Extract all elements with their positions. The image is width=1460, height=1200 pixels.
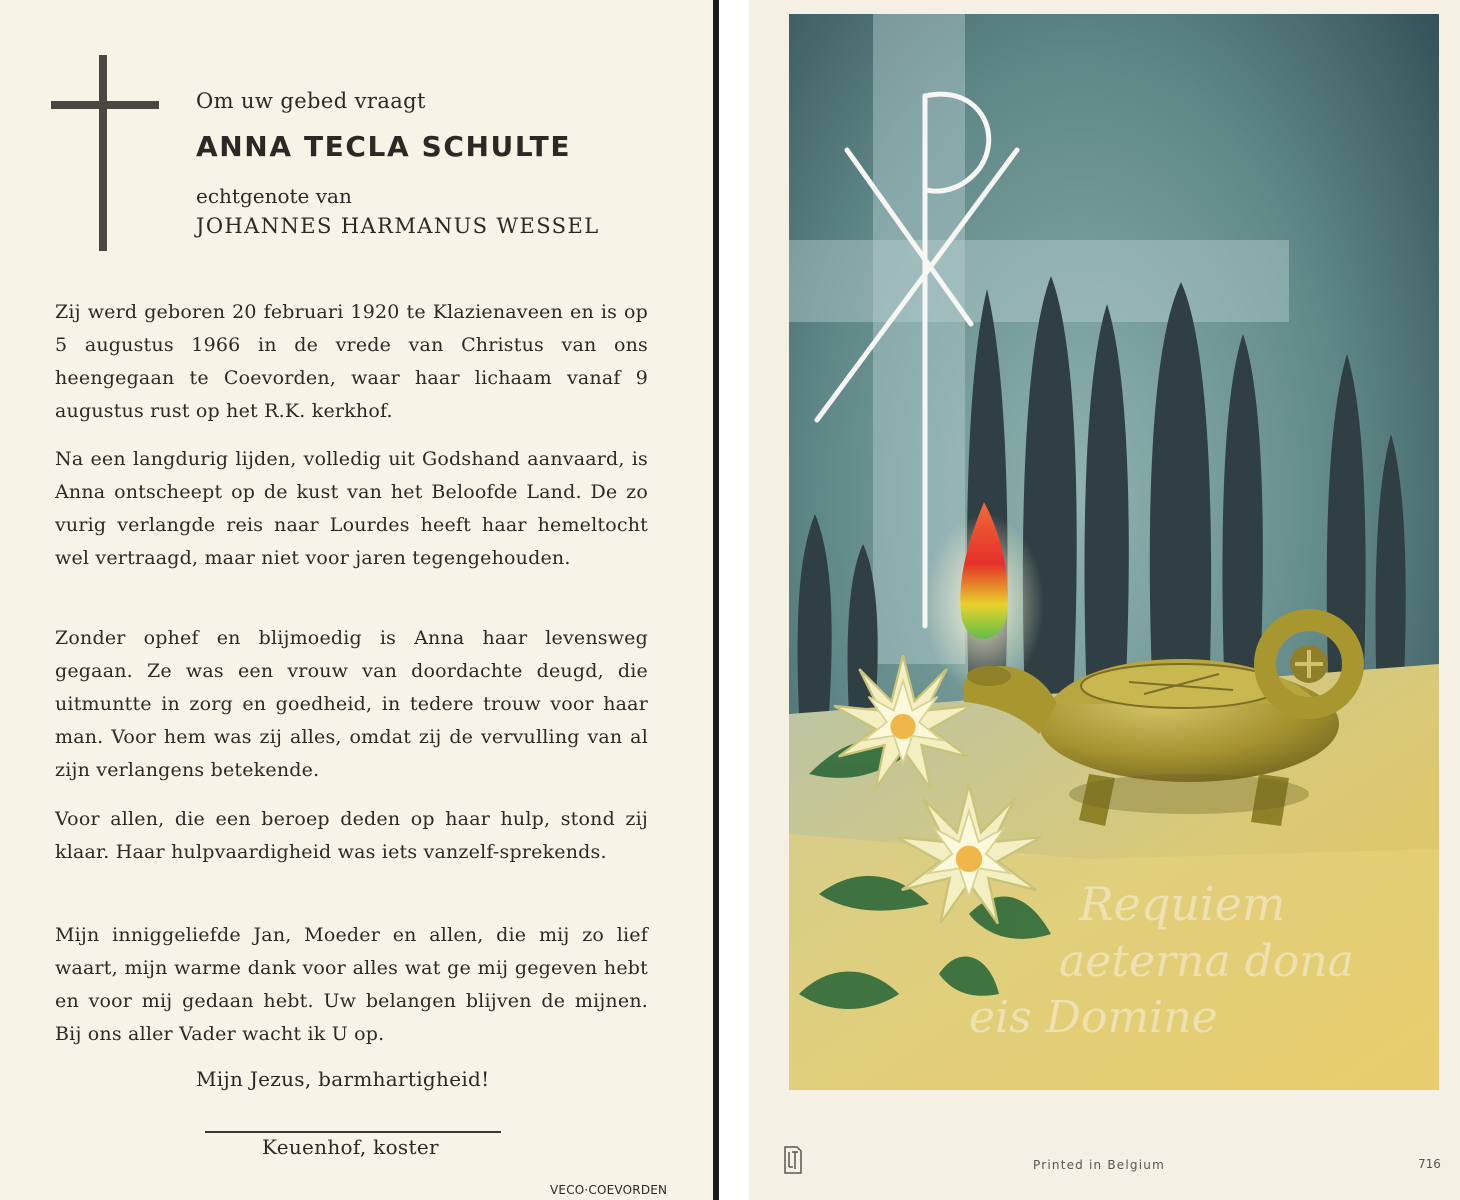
memorial-picture-card	[749, 0, 1460, 1200]
paragraph-suffering: Na een langdurig lijden, volledig uit Godshand aanvaard, is Anna ontscheept op de kust van het Beloofde Land. De zo vurig verlangde reis naar Lourdes heeft haar hemeltocht wel vertraagd, maar niet voor jaren tegengehouden.	[55, 448, 648, 569]
devotional-illustration	[789, 14, 1439, 1090]
memorial-text-card	[0, 0, 713, 1200]
cross-icon-vertical-beam	[99, 55, 107, 251]
closing-prayer: Mijn Jezus, barmhartigheid!	[196, 1067, 490, 1091]
card-gutter	[719, 0, 749, 1200]
signature-divider	[205, 1131, 501, 1133]
deceased-name: ANNA TECLA SCHULTE	[196, 130, 572, 163]
printed-in-note: Printed in Belgium	[1033, 1158, 1165, 1172]
paragraph-helpfulness: Voor allen, die een beroep deden op haar hulp, stond zij klaar. Haar hulpvaardigheid was iets vanzelf-sprekends.	[55, 808, 648, 863]
spouse-name: JOHANNES HARMANUS WESSEL	[196, 214, 600, 238]
cross-icon-horizontal-beam	[51, 101, 159, 109]
printer-credit: VECO·COEVORDEN	[550, 1183, 668, 1197]
signature: Keuenhof, koster	[262, 1135, 439, 1159]
inscription-line-2: aeterna dona	[1059, 936, 1354, 987]
paragraph-farewell: Mijn inniggeliefde Jan, Moeder en allen, die mij zo lief waart, mijn warme dank voor alles wat ge mij gegeven hebt en voor mij gedaan hebt. Uw belangen blijven de mijnen. Bij ons aller Vader wacht ik U op.	[55, 924, 648, 1045]
prayer-request: Om uw gebed vraagt	[196, 89, 426, 113]
paragraph-character: Zonder ophef en blijmoedig is Anna haar levensweg gegaan. Ze was een vrouw van doordachte deugd, die uitmuntte in zorg en goedheid, in tedere trouw voor haar man. Voor hem was zij alles, omdat zij de vervulling van al zijn verlangens betekende.	[55, 627, 648, 781]
paragraph-birth-death: Zij werd geboren 20 februari 1920 te Klazienaveen en is op 5 augustus 1966 in de vrede van Christus van ons heengegaan te Coevorden, waar haar lichaam vanaf 9 augustus rust op het R.K. kerkhof.	[55, 301, 648, 422]
publisher-logo-icon	[783, 1145, 803, 1175]
spouse-label: echtgenote van	[196, 184, 352, 208]
card-number: 716	[1418, 1157, 1441, 1171]
inscription-line-1: Requiem	[1079, 877, 1286, 931]
inscription-line-3: eis Domine	[969, 992, 1218, 1043]
